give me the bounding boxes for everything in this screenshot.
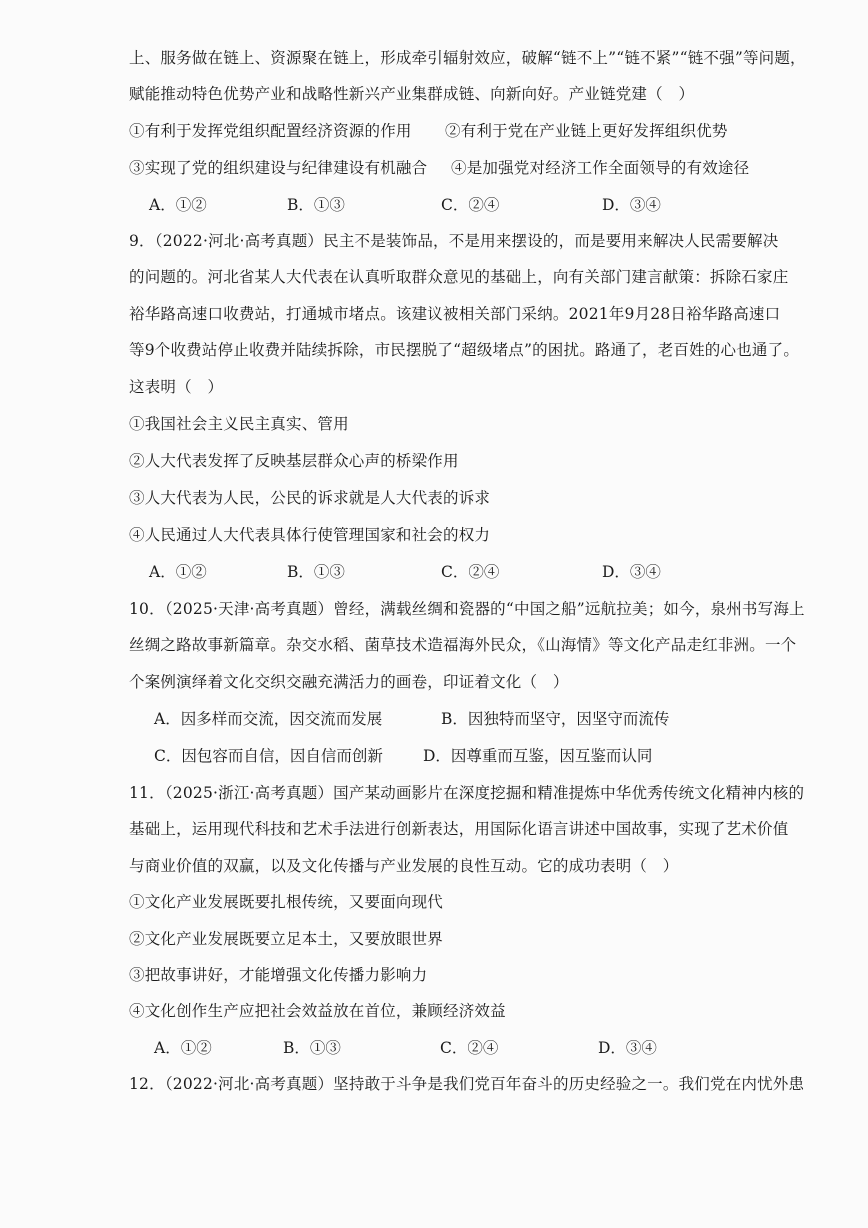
q8-statement: ①有利于发挥党组织配置经济资源的作用	[129, 122, 412, 140]
q10-option-a[interactable]: A．因多样而交流，因交流而发展	[154, 710, 383, 728]
q10-stem-line: 个案例演绎着文化交织交融充满活力的画卷，印证着文化（ ）	[129, 673, 569, 691]
q9-statement: ②人大代表发挥了反映基层群众心声的桥梁作用	[129, 452, 459, 470]
q9-stem-line: 这表明（ ）	[129, 378, 224, 396]
q11-statement: ④文化创作生产应把社会效益放在首位，兼顾经济效益	[129, 1002, 506, 1020]
q11-option-d[interactable]: D．③④	[598, 1039, 657, 1057]
q8-option-d[interactable]: D．③④	[602, 196, 661, 214]
q10-option-b[interactable]: B．因独特而坚守，因坚守而流传	[441, 710, 670, 728]
q9-option-c[interactable]: C．②④	[441, 563, 500, 581]
q11-option-a[interactable]: A．①②	[154, 1039, 212, 1057]
q9-statement: ③人大代表为人民，公民的诉求就是人大代表的诉求	[129, 489, 491, 507]
q11-statement: ②文化产业发展既要立足本土，又要放眼世界	[129, 930, 444, 948]
q9-stem-line: 裕华路高速口收费站，打通城市堵点。该建议被相关部门采纳。2021年9月28日裕华路高速口	[129, 305, 781, 323]
q10-stem-line: 丝绸之路故事新篇章。杂交水稻、菌草技术造福海外民众，《山海情》等文化产品走红非洲。一个	[129, 636, 797, 654]
q9-option-a[interactable]: A．①②	[149, 563, 207, 581]
q11-stem-line: 基础上，运用现代科技和艺术手法进行创新表达，用国际化语言讲述中国故事，实现了艺术价值	[129, 820, 789, 838]
q9-statement: ④人民通过人大代表具体行使管理国家和社会的权力	[129, 526, 491, 544]
q8-statement: ④是加强党对经济工作全面领导的有效途径	[451, 159, 750, 177]
q9-statement: ①我国社会主义民主真实、管用	[129, 415, 349, 433]
q8-statement: ②有利于党在产业链上更好发挥组织优势	[445, 122, 728, 140]
q12-stem-line: 12．（2022·河北·高考真题）坚持敢于斗争是我们党百年奋斗的历史经验之一。我们党在内忧外患	[129, 1075, 805, 1093]
q9-stem-line: 等9个收费站停止收费并陆续拆除，市民摆脱了“超级堵点”的困扰。路通了，老百姓的心也通了。	[129, 341, 800, 359]
q8-stem-line: 赋能推动特色优势产业和战略性新兴产业集群成链、向新向好。产业链党建（ ）	[129, 85, 695, 103]
q11-stem-line: 11．（2025·浙江·高考真题）国产某动画影片在深度挖掘和精准提炼中华优秀传统文化精神内核的	[129, 784, 805, 802]
q8-stem-line: 上、服务做在链上、资源聚在链上，形成牵引辐射效应，破解“链不上”“链不紧”“链不强”等问题，	[129, 49, 806, 67]
q11-stem-line: 与商业价值的双赢，以及文化传播与产业发展的良性互动。它的成功表明（ ）	[129, 857, 679, 875]
q10-option-c[interactable]: C．因包容而自信，因自信而创新	[154, 747, 383, 765]
q9-option-b[interactable]: B．①③	[287, 563, 345, 581]
q11-statement: ①文化产业发展既要扎根传统，又要面向现代	[129, 893, 444, 911]
q11-statement: ③把故事讲好，才能增强文化传播力影响力	[129, 966, 428, 984]
q8-option-c[interactable]: C．②④	[441, 196, 500, 214]
q9-stem-line: 的问题的。河北省某人大代表在认真听取群众意见的基础上，向有关部门建言献策：拆除石家庄	[129, 268, 789, 286]
q9-stem-line: 9．（2022·河北·高考真题）民主不是装饰品，不是用来摆设的，而是要用来解决人民需要解决	[129, 232, 779, 250]
q9-option-d[interactable]: D．③④	[602, 563, 661, 581]
q10-option-d[interactable]: D．因尊重而互鉴，因互鉴而认同	[423, 747, 653, 765]
q8-statement: ③实现了党的组织建设与纪律建设有机融合	[129, 159, 428, 177]
q8-option-a[interactable]: A．①②	[149, 196, 207, 214]
q8-option-b[interactable]: B．①③	[287, 196, 345, 214]
q11-option-c[interactable]: C．②④	[440, 1039, 499, 1057]
q10-stem-line: 10．（2025·天津·高考真题）曾经，满载丝绸和瓷器的“中国之船”远航拉美；如今，泉州书写海上	[129, 600, 805, 618]
q11-option-b[interactable]: B．①③	[283, 1039, 341, 1057]
